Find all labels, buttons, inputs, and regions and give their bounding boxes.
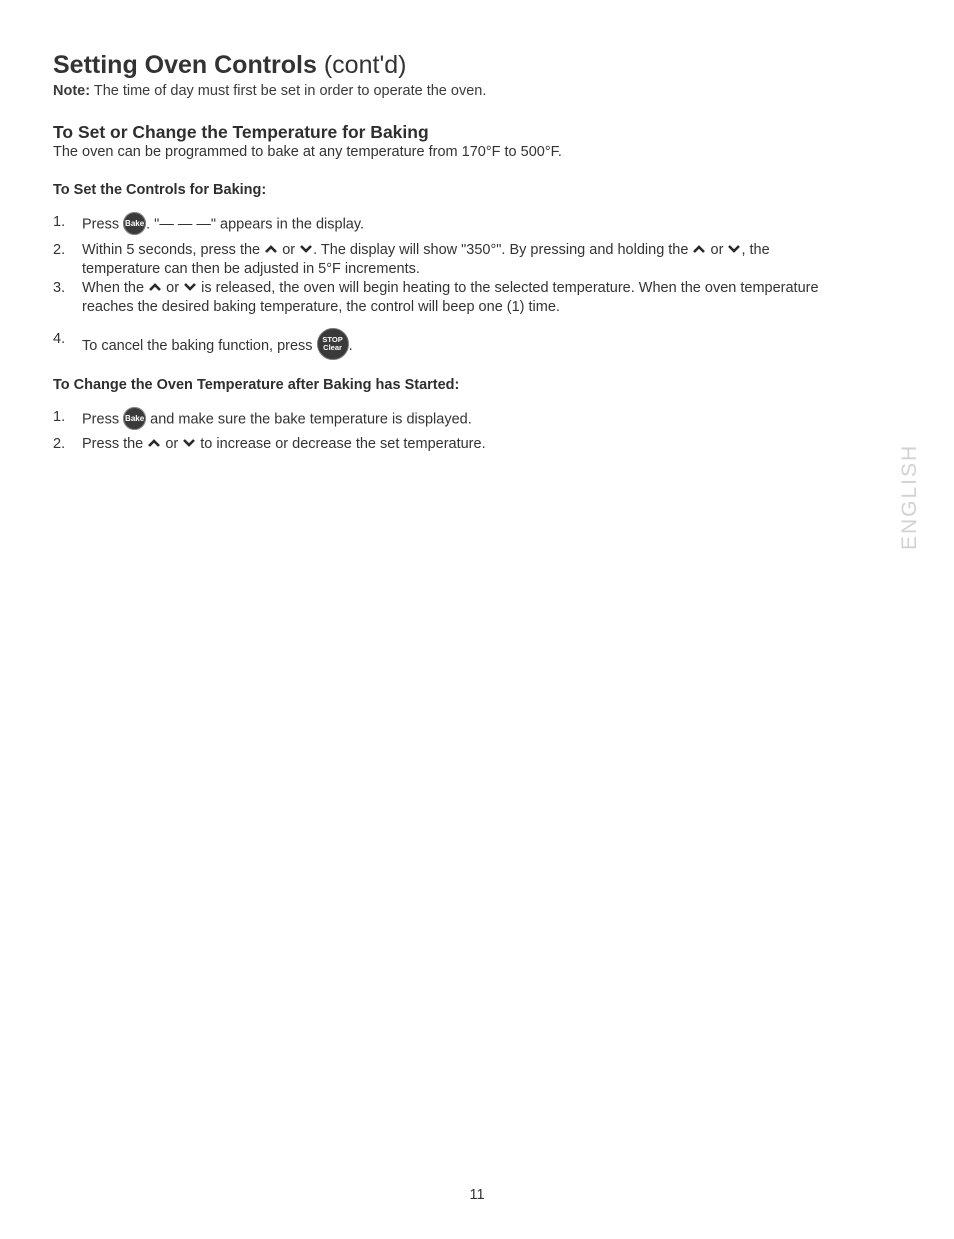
step-number: 2. — [53, 242, 66, 258]
step-text: . "— — —" appears in the display. — [146, 216, 365, 233]
page-title-main: Setting Oven Controls — [53, 51, 317, 79]
step-text: . The display will show "350°". By pressing and holding the — [313, 242, 689, 258]
note-text: The time of day must first be set in order to operate the oven. — [93, 83, 487, 99]
step-text: reaches the desired baking temperature, the control will beep one (1) time. — [82, 299, 560, 315]
page-title-suffix: (cont'd) — [323, 51, 407, 79]
step-text: to increase or decrease the set temperature. — [200, 436, 486, 452]
step-number: 2. — [53, 436, 66, 452]
page-number: 11 — [469, 1187, 485, 1203]
language-side-label: ENGLISH — [898, 443, 921, 550]
note — [53, 82, 486, 100]
down-arrow-icon — [299, 244, 313, 254]
step-text: Press — [82, 411, 120, 428]
section-intro: The oven can be programmed to bake at any temperature from 170°F to 500°F. — [53, 144, 562, 160]
page-title — [53, 50, 406, 80]
step-text: When the — [82, 280, 145, 296]
up-arrow-icon — [692, 244, 706, 254]
up-arrow-icon — [264, 244, 278, 254]
step-number: 1. — [53, 409, 66, 425]
stop-clear-button-icon: STOP Clear — [317, 328, 349, 360]
down-arrow-icon — [727, 244, 741, 254]
step-text: and make sure the bake temperature is displayed. — [150, 411, 472, 428]
bake-button-icon: Bake — [123, 212, 146, 235]
down-arrow-icon — [183, 282, 197, 292]
step-number: 4. — [53, 331, 66, 347]
step-text: or — [166, 280, 180, 296]
step-number: 1. — [53, 214, 66, 230]
step-text: or — [165, 436, 179, 452]
step-text: is released, the oven will begin heating to the selected temperature. When the oven temperature — [201, 280, 819, 296]
section-heading: To Set or Change the Temperature for Baking — [53, 122, 429, 142]
up-arrow-icon — [148, 282, 162, 292]
step-text: Within 5 seconds, press the — [82, 242, 261, 258]
step-text: or — [282, 242, 296, 258]
step-text: To cancel the baking function, press — [82, 337, 313, 354]
set-controls-heading: To Set the Controls for Baking: — [53, 182, 267, 198]
step-text: , the — [741, 242, 770, 258]
step-text: Press — [82, 216, 120, 233]
up-arrow-icon — [147, 438, 161, 448]
step-number: 3. — [53, 280, 66, 296]
step-text: Press the — [82, 436, 144, 452]
down-arrow-icon — [182, 438, 196, 448]
change-temp-heading: To Change the Oven Temperature after Baking has Started: — [53, 377, 460, 393]
step-text: temperature can then be adjusted in 5°F increments. — [82, 261, 420, 277]
step-text: or — [710, 242, 724, 258]
bake-button-icon: Bake — [123, 407, 146, 430]
step-text: . — [348, 337, 353, 354]
note-label: Note: — [53, 83, 91, 99]
